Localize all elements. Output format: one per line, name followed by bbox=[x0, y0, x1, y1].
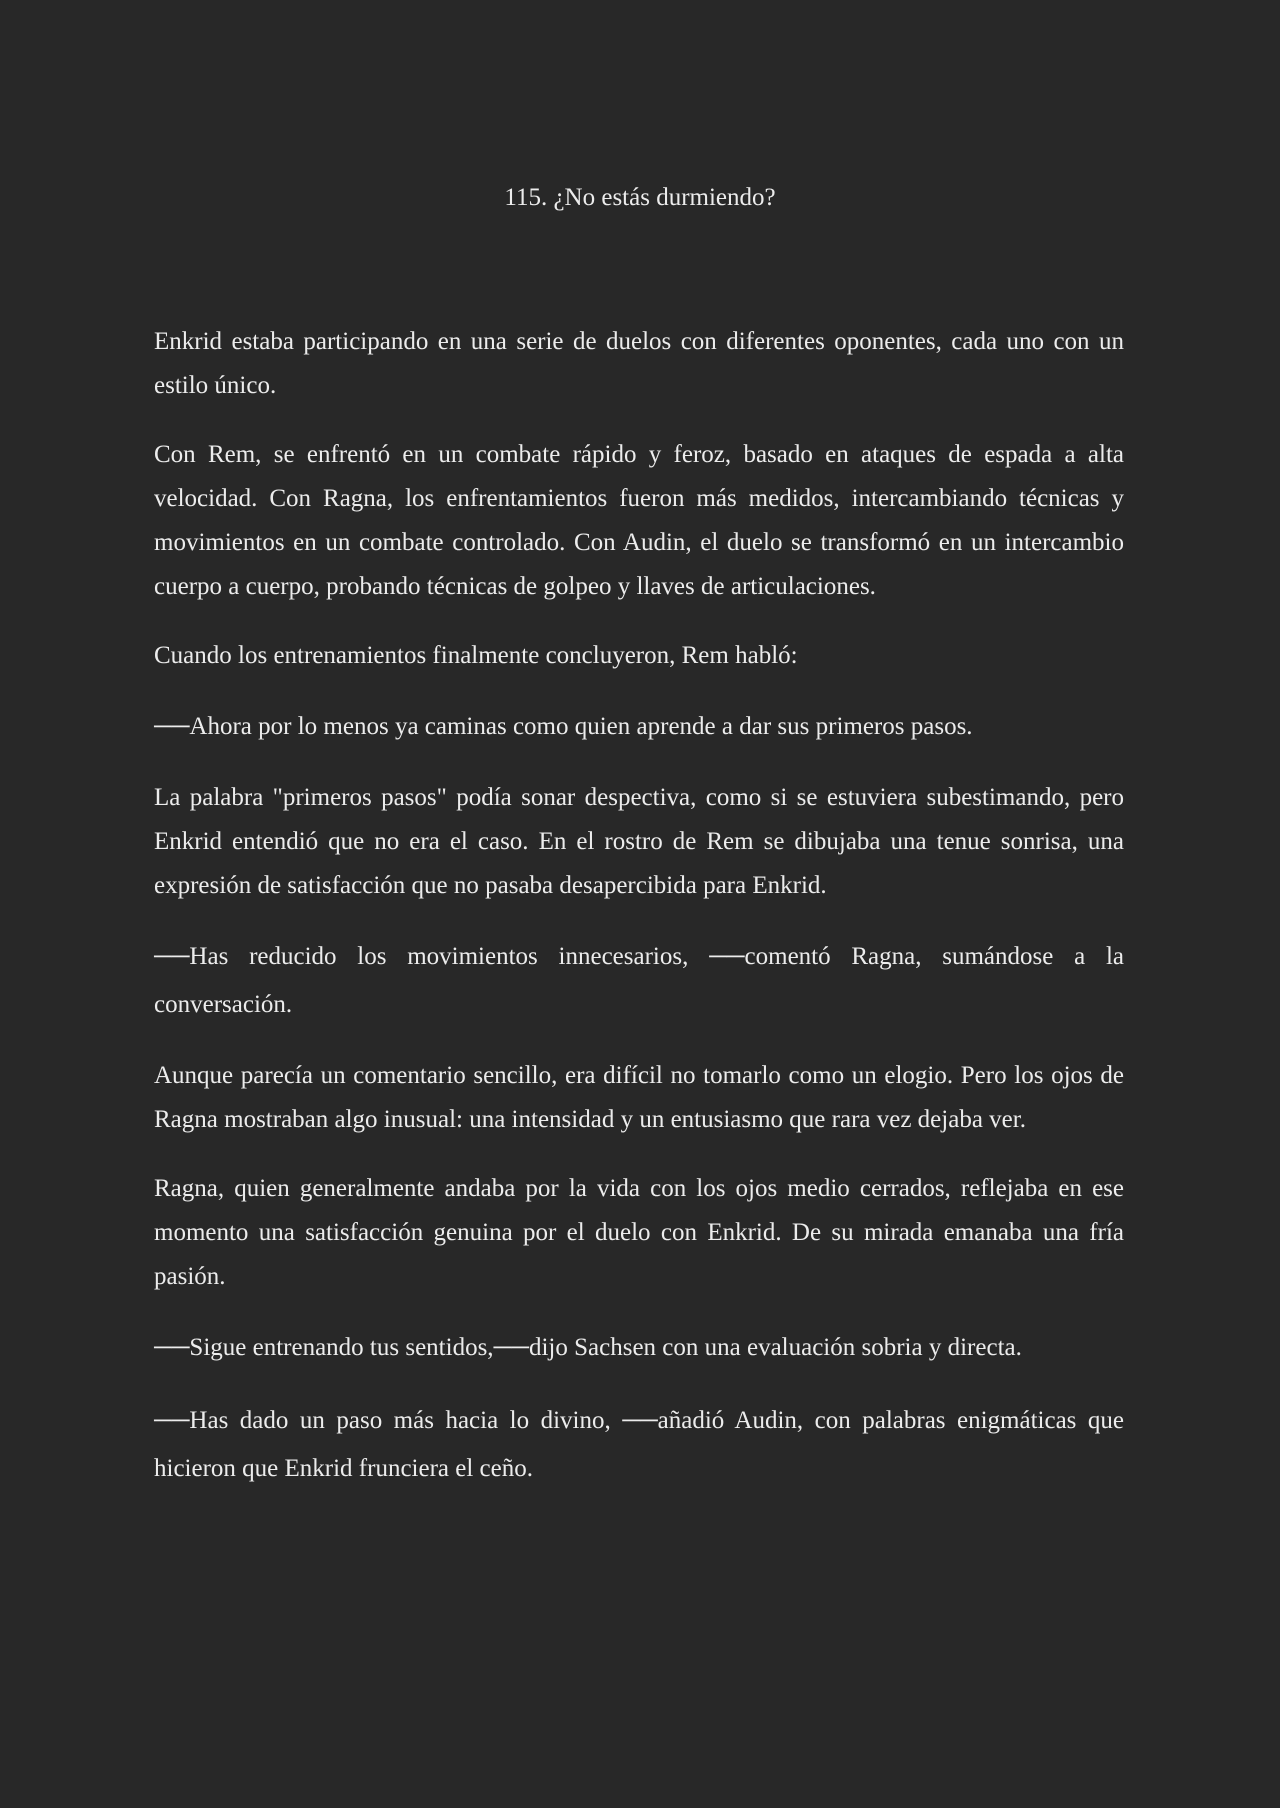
paragraph: Cuando los entrenamientos finalmente concluyeron, Rem habló: bbox=[154, 642, 798, 669]
paragraph: La palabra "primeros pasos" podía sonar despectiva, como si se estuviera subestimando, pero Enkrid entendió que no era el caso. En el rostro de Rem se dibujaba una tenue sonrisa, una expresión de satisfacción que no pasaba desapercibida para Enkrid. bbox=[154, 784, 1124, 899]
paragraph: Con Rem, se enfrentó en un combate rápido y feroz, basado en ataques de espada a alta velocidad. Con Ragna, los enfrentamientos fueron más medidos, intercambiando técnicas y movimientos en un combate controlado. Con Audin, el duelo se transformó en un intercambio cuerpo a cuerpo, probando técnicas de golpeo y llaves de articulaciones. bbox=[154, 441, 1124, 600]
dialogue-line: ──Has dado un paso más hacia lo divino, ──añadió Audin, con palabras enigmáticas que hicieron que Enkrid frunciera el ceño. bbox=[154, 1407, 1124, 1482]
paragraph: Aunque parecía un comentario sencillo, era difícil no tomarlo como un elogio. Pero los ojos de Ragna mostraban algo inusual: una intensidad y un entusiasmo que rara vez dejaba ver. bbox=[154, 1062, 1124, 1133]
chapter-body bbox=[154, 320, 1124, 1518]
dialogue-line: ──Ahora por lo menos ya caminas como quien aprende a dar sus primeros pasos. bbox=[154, 713, 973, 740]
dialogue-line: ──Has reducido los movimientos innecesarios, ──comentó Ragna, sumándose a la conversación. bbox=[154, 943, 1124, 1018]
paragraph: Enkrid estaba participando en una serie de duelos con diferentes oponentes, cada uno con un estilo único. bbox=[154, 328, 1124, 399]
dialogue-line: ──Sigue entrenando tus sentidos,──dijo Sachsen con una evaluación sobria y directa. bbox=[154, 1334, 1022, 1361]
chapter-title: 115. ¿No estás durmiendo? bbox=[504, 184, 776, 211]
paragraph: Ragna, quien generalmente andaba por la vida con los ojos medio cerrados, reflejaba en ese momento una satisfacción genuina por el duelo con Enkrid. De su mirada emanaba una fría pasión. bbox=[154, 1175, 1124, 1290]
